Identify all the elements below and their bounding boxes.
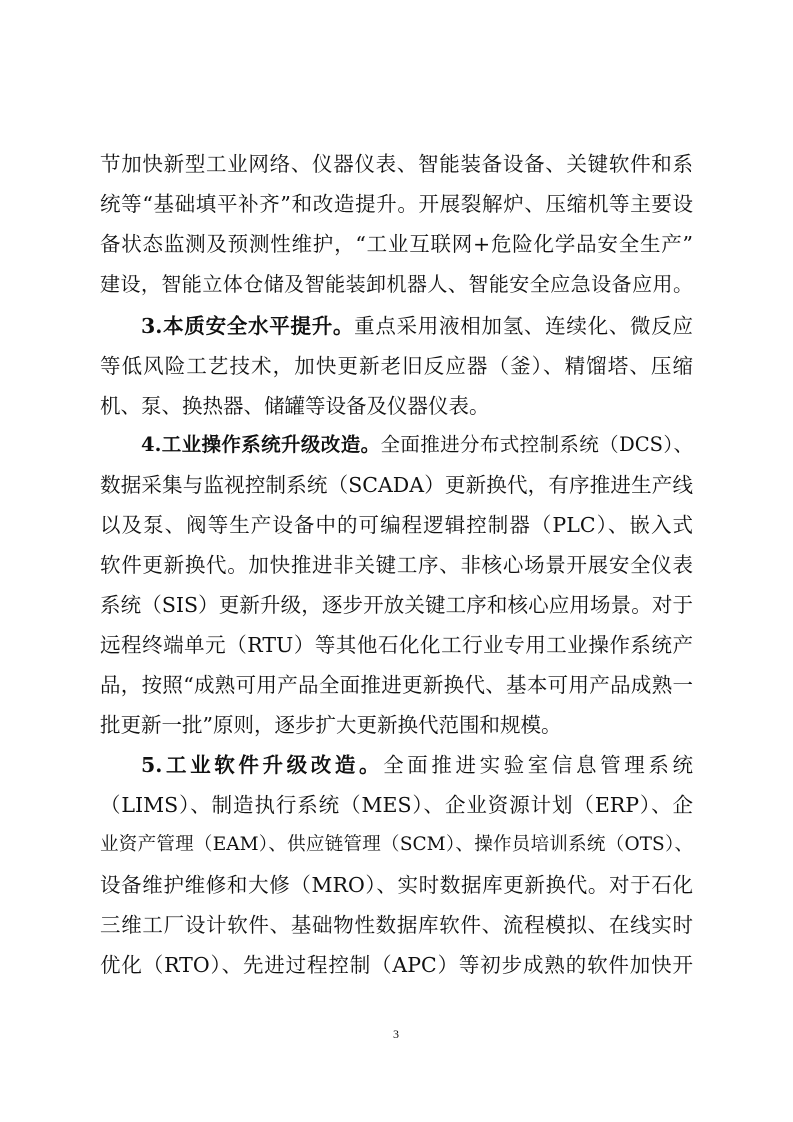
paragraph-line: 等低风险工艺技术，加快更新老旧反应器（釜）、精馏塔、压缩: [100, 354, 693, 378]
paragraph-line: 三维工厂设计软件、基础物性数据库软件、流程模拟、在线实时: [100, 913, 693, 937]
paragraph-line: （LIMS）、制造执行系统（MES）、企业资源计划（ERP）、企: [100, 793, 693, 817]
paragraph-line: 机、泵、换热器、储罐等设备及仪器仪表。: [100, 394, 490, 418]
paragraph-first-line: [141, 306, 693, 346]
paragraph-line: 数据采集与监视控制系统（SCADA）更新换代，有序推进生产线: [100, 473, 693, 497]
paragraph-line: 批更新一批”原则，逐步扩大更新换代范围和规模。: [100, 713, 562, 737]
paragraph-line: 建设，智能立体仓储及智能装卸机器人、智能安全应急设备应用。: [100, 272, 693, 296]
paragraph-line: 品，按照“成熟可用产品全面推进更新换代、基本可用产品成熟一: [100, 673, 693, 697]
section-heading: 3.本质安全水平提升。: [141, 314, 355, 338]
paragraph-line: 统等“基础填平补齐”和改造提升。开展裂解炉、压缩机等主要设: [100, 192, 693, 216]
paragraph-line: 远程终端单元（RTU）等其他石化化工行业专用工业操作系统产: [100, 633, 693, 657]
paragraph-line: 业资产管理（EAM）、供应链管理（SCM）、操作员培训系统（OTS）、: [100, 834, 693, 855]
paragraph-text: 全面推进实验室信息管理系统: [383, 753, 693, 777]
paragraph-first-line: [141, 425, 693, 465]
paragraph-line: 备状态监测及预测性维护，“工业互联网+危险化学品安全生产”: [100, 232, 693, 256]
paragraph-line: 设备维护维修和大修（MRO）、实时数据库更新换代。对于石化: [100, 873, 693, 897]
section-heading: 4.工业操作系统升级改造。: [141, 433, 381, 456]
paragraph-text: 全面推进分布式控制系统（DCS）、: [380, 433, 693, 456]
paragraph-text: 重点采用液相加氢、连续化、微反应: [354, 314, 693, 338]
paragraph-line: 系统（SIS）更新升级，逐步开放关键工序和核心应用场景。对于: [100, 593, 693, 617]
paragraph-line: 优化（RTO）、先进过程控制（APC）等初步成熟的软件加快开: [100, 953, 693, 977]
page-number: 3: [393, 1027, 399, 1041]
paragraph-line: 软件更新换代。加快推进非关键工序、非核心场景开展安全仪表: [100, 553, 693, 577]
paragraph-first-line: [141, 745, 693, 785]
paragraph-line: 以及泵、阀等生产设备中的可编程逻辑控制器（PLC）、嵌入式: [100, 513, 693, 537]
section-heading: 5.工业软件升级改造。: [141, 753, 384, 777]
paragraph-line: 节加快新型工业网络、仪器仪表、智能装备设备、关键软件和系: [100, 152, 693, 176]
